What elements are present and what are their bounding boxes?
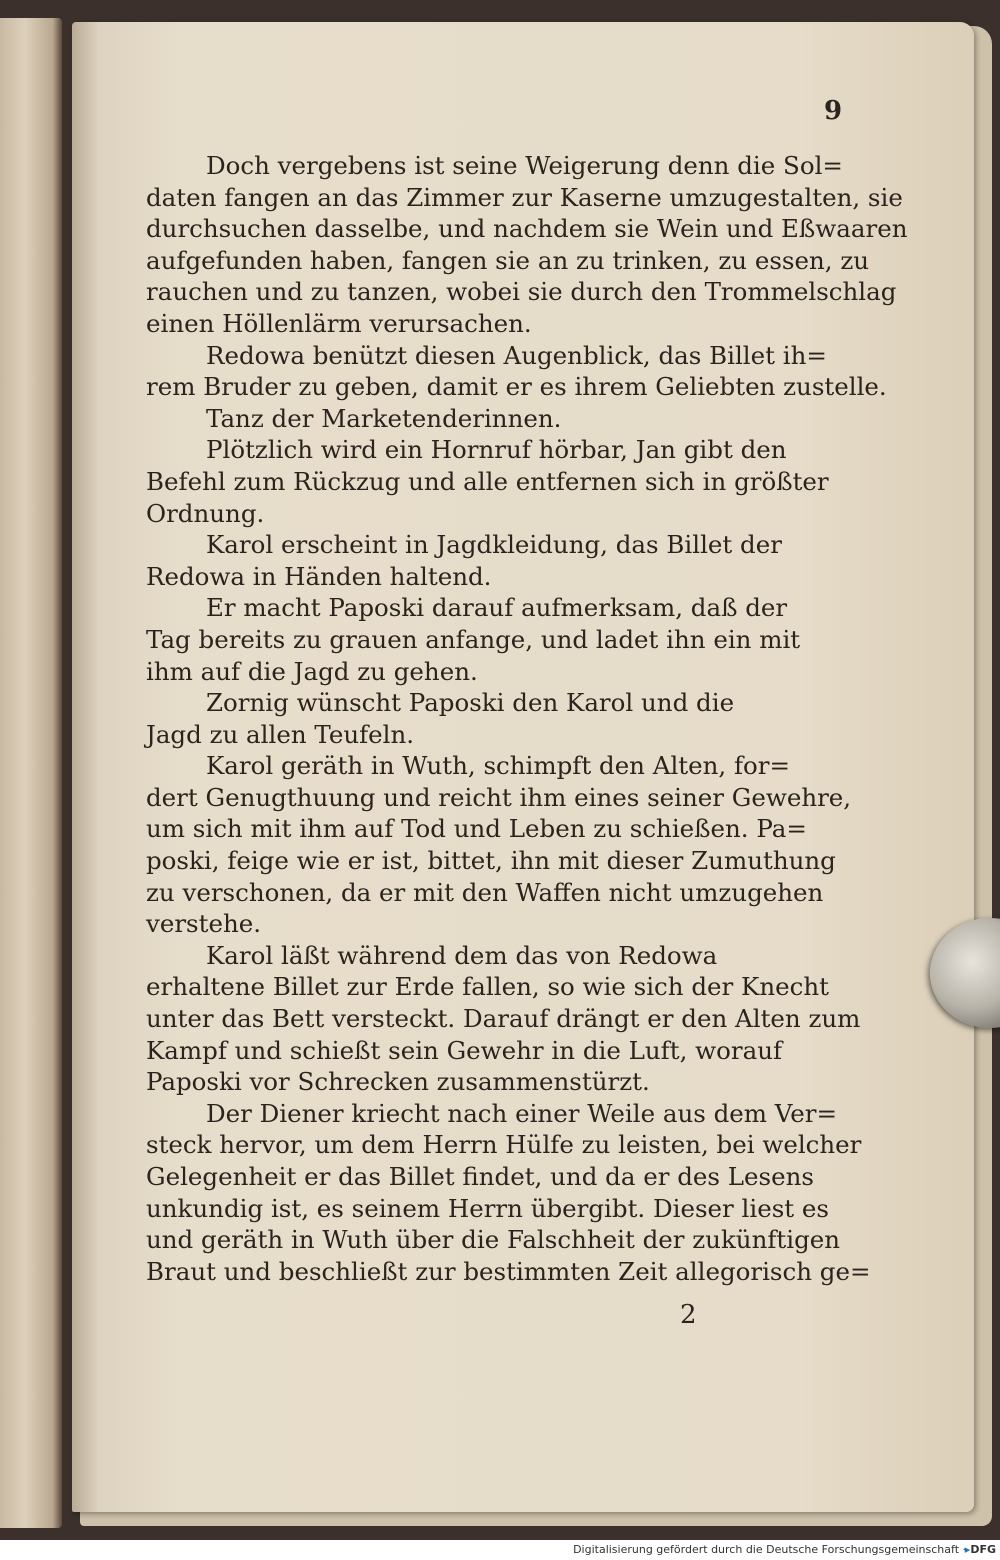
paragraph <box>146 750 852 940</box>
text-line: ihm auf die Jagd zu gehen. <box>146 656 478 686</box>
text-line: Er macht Paposki darauf aufmerksam, daß der <box>206 593 788 623</box>
text-line: Tanz der Marketenderinnen. <box>206 403 562 433</box>
funding-credit: Digitalisierung gefördert durch die Deutsche Forschungsgemeinschaft · <box>573 1543 966 1556</box>
paragraph <box>146 592 846 687</box>
signature-mark: 2 <box>680 1300 697 1330</box>
dfg-logo <box>965 1543 996 1556</box>
paragraph <box>146 434 846 529</box>
paragraph <box>146 340 887 403</box>
text-line: Redowa in Händen haltend. <box>146 561 492 591</box>
text-line: erhaltene Billet zur Erde fallen, so wie sich der Knecht <box>146 972 829 1002</box>
text-line: rem Bruder zu geben, damit er es ihrem Geliebten zustelle. <box>146 372 887 402</box>
paragraph <box>146 1098 871 1288</box>
text-line: Karol läßt während dem das von Redowa <box>206 940 718 970</box>
text-line: Kampf und schießt sein Gewehr in die Luft, worauf <box>146 1035 783 1065</box>
text-line: unter das Bett versteckt. Darauf drängt er den Alten zum <box>146 1004 861 1034</box>
text-line: und geräth in Wuth über die Falschheit der zukünftigen <box>146 1225 841 1255</box>
text-line: steck hervor, um dem Herrn Hülfe zu leisten, bei welcher <box>146 1130 862 1160</box>
paragraph <box>146 529 846 592</box>
text-line: um sich mit ihm auf Tod und Leben zu schießen. Pa= <box>146 814 807 844</box>
body-text <box>146 150 908 1287</box>
text-line: dert Genugthuung und reicht ihm eines seiner Gewehre, <box>146 782 852 812</box>
text-line: daten fangen an das Zimmer zur Kaserne umzugestalten, sie <box>146 182 903 212</box>
text-line: Redowa benützt diesen Augenblick, das Billet ih= <box>206 340 827 370</box>
text-line: Ordnung. <box>146 498 265 528</box>
text-line: Tag bereits zu grauen anfange, und ladet ihn ein mit <box>146 624 801 654</box>
previous-page-edge <box>0 18 62 1528</box>
text-line: unkundig ist, es seinem Herrn übergibt. Dieser liest es <box>146 1193 829 1223</box>
text-line: rauchen und zu tanzen, wobei sie durch den Trommelschlag <box>146 277 897 307</box>
text-line: Braut und beschließt zur bestimmten Zeit allegorisch ge= <box>146 1256 871 1286</box>
text-line: einen Höllenlärm verursachen. <box>146 308 532 338</box>
text-line: aufgefunden haben, fangen sie an zu trinken, zu essen, zu <box>146 245 870 275</box>
text-line: Doch vergebens ist seine Weigerung denn die Sol= <box>206 151 843 180</box>
paragraph <box>146 150 908 340</box>
paragraph <box>146 403 846 435</box>
page-number: 9 <box>824 96 843 126</box>
footer-bar <box>0 1540 1000 1560</box>
text-line: Karol geräth in Wuth, schimpft den Alten, for= <box>206 751 791 781</box>
dfg-logo-text: DFG <box>970 1543 996 1556</box>
text-line: Gelegenheit er das Billet findet, und da er des Lesens <box>146 1162 814 1191</box>
text-line: Jagd zu allen Teufeln. <box>146 719 415 749</box>
text-line: Der Diener kriecht nach einer Weile aus dem Ver= <box>206 1098 837 1128</box>
text-line: poski, feige wie er ist, bittet, ihn mit dieser Zumuthung <box>146 846 836 876</box>
paragraph <box>146 940 861 1098</box>
text-line: verstehe. <box>146 909 262 939</box>
paragraph <box>146 687 846 750</box>
text-line: Befehl zum Rückzug und alle entfernen sich in größter <box>146 466 829 496</box>
text-line: Karol erscheint in Jagdkleidung, das Billet der <box>206 530 782 560</box>
dfg-arrow-icon: ▸ <box>964 1543 971 1556</box>
text-line: Zornig wünscht Paposki den Karol und die <box>206 688 735 718</box>
text-line: Plötzlich wird ein Hornruf hörbar, Jan gibt den <box>206 435 787 465</box>
text-line: Paposki vor Schrecken zusammenstürzt. <box>146 1067 650 1097</box>
text-line: zu verschonen, da er mit den Waffen nicht umzugehen <box>146 877 824 907</box>
text-line: durchsuchen dasselbe, und nachdem sie Wein und Eßwaaren <box>146 214 908 244</box>
